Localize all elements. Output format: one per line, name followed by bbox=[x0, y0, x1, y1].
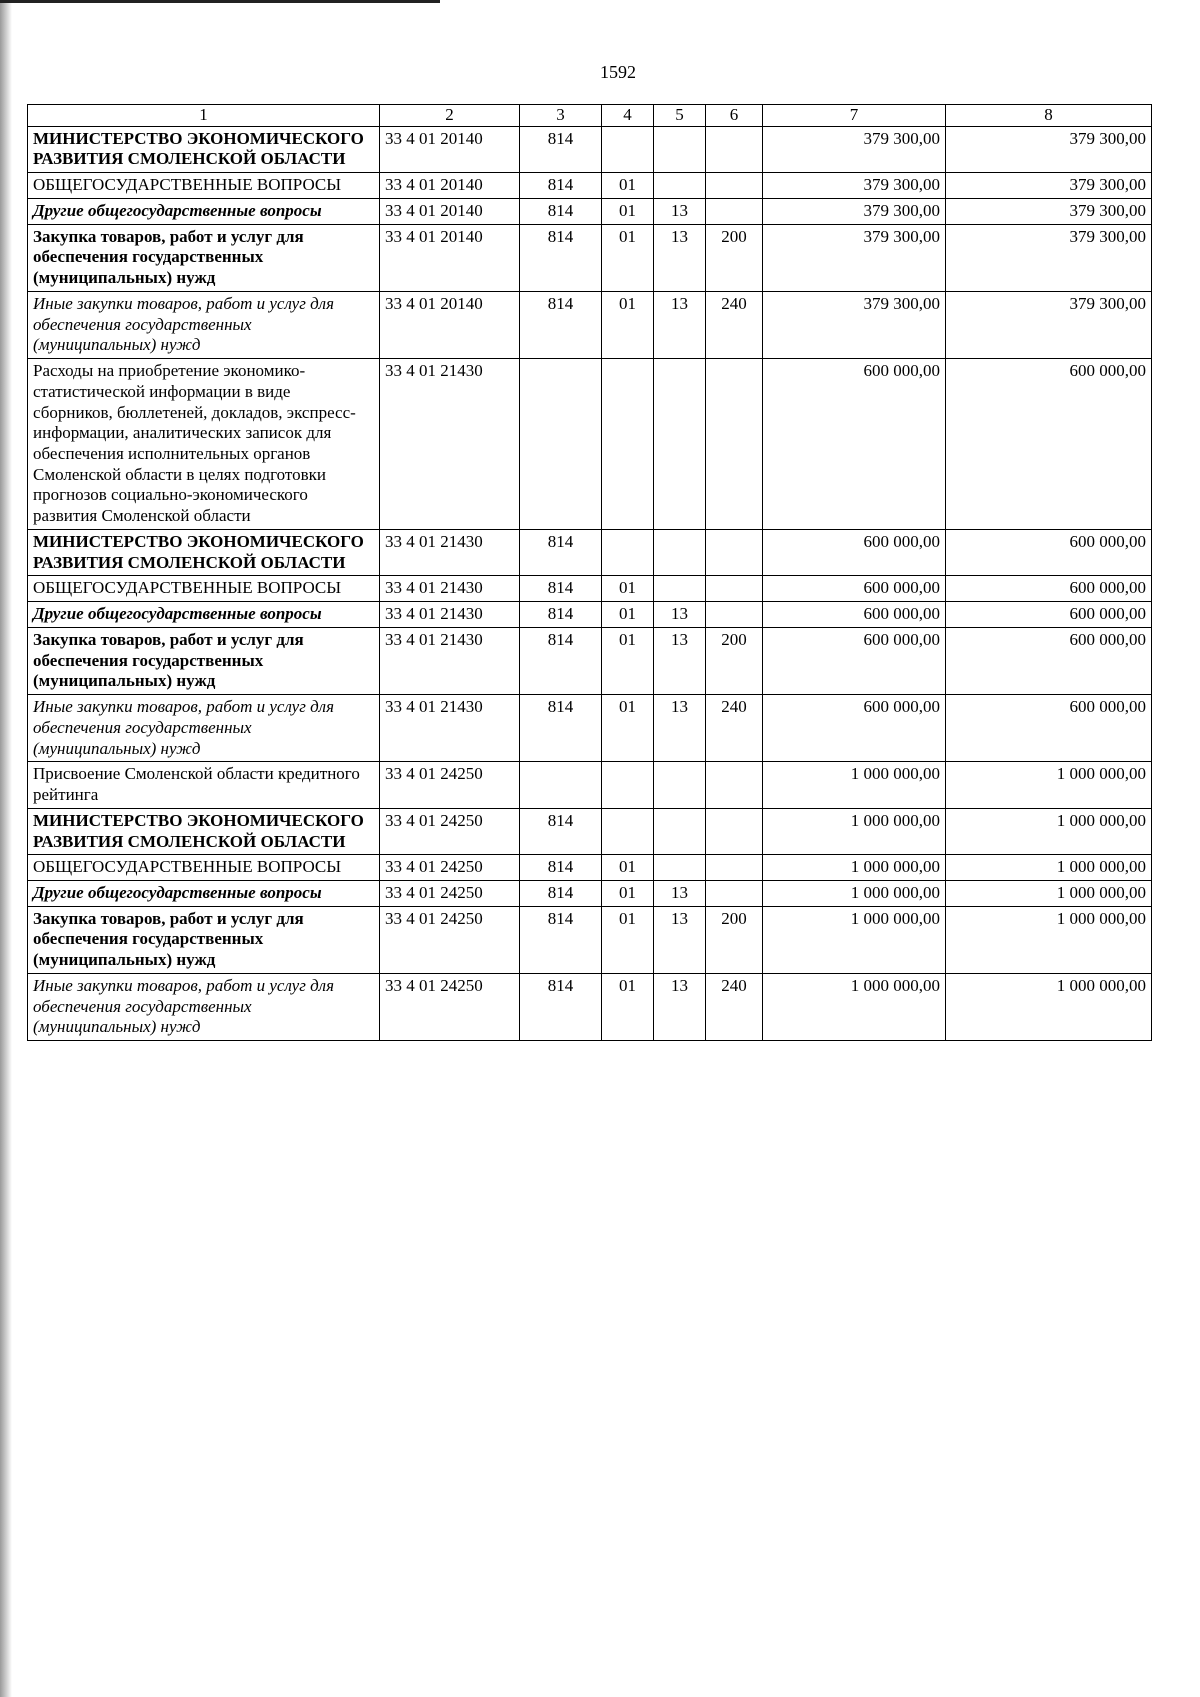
table-row bbox=[28, 529, 1152, 575]
row-name-cell: Иные закупки товаров, работ и услуг для обеспечения государственных (муниципальных) нужд bbox=[28, 695, 380, 762]
expense-type-cell bbox=[706, 173, 763, 199]
table-row bbox=[28, 880, 1152, 906]
admin-code-cell: 814 bbox=[520, 880, 602, 906]
subsection-code-cell: 13 bbox=[654, 627, 706, 694]
row-name-cell: ОБЩЕГОСУДАРСТВЕННЫЕ ВОПРОСЫ bbox=[28, 855, 380, 881]
row-name-cell: Другие общегосударственные вопросы bbox=[28, 880, 380, 906]
amount-year1-cell: 379 300,00 bbox=[763, 126, 946, 172]
amount-year2-cell: 1 000 000,00 bbox=[946, 762, 1152, 808]
target-article-cell: 33 4 01 24250 bbox=[380, 808, 520, 854]
table-row bbox=[28, 808, 1152, 854]
budget-table bbox=[27, 104, 1152, 1041]
admin-code-cell: 814 bbox=[520, 173, 602, 199]
admin-code-cell: 814 bbox=[520, 224, 602, 291]
section-code-cell: 01 bbox=[602, 291, 654, 358]
table-row bbox=[28, 762, 1152, 808]
amount-year1-cell: 600 000,00 bbox=[763, 359, 946, 530]
amount-year1-cell: 600 000,00 bbox=[763, 627, 946, 694]
section-code-cell: 01 bbox=[602, 695, 654, 762]
expense-type-cell bbox=[706, 808, 763, 854]
section-code-cell: 01 bbox=[602, 576, 654, 602]
row-name-cell: Присвоение Смоленской области кредитного рейтинга bbox=[28, 762, 380, 808]
target-article-cell: 33 4 01 24250 bbox=[380, 973, 520, 1040]
expense-type-cell bbox=[706, 529, 763, 575]
amount-year2-cell: 1 000 000,00 bbox=[946, 973, 1152, 1040]
admin-code-cell: 814 bbox=[520, 855, 602, 881]
table-row bbox=[28, 224, 1152, 291]
admin-code-cell: 814 bbox=[520, 126, 602, 172]
table-row bbox=[28, 198, 1152, 224]
table-header-row bbox=[28, 105, 1152, 127]
amount-year1-cell: 600 000,00 bbox=[763, 602, 946, 628]
subsection-code-cell: 13 bbox=[654, 906, 706, 973]
amount-year1-cell: 1 000 000,00 bbox=[763, 762, 946, 808]
table-row bbox=[28, 695, 1152, 762]
table-row bbox=[28, 126, 1152, 172]
target-article-cell: 33 4 01 20140 bbox=[380, 198, 520, 224]
table-row bbox=[28, 627, 1152, 694]
subsection-code-cell: 13 bbox=[654, 198, 706, 224]
section-code-cell: 01 bbox=[602, 602, 654, 628]
table-row bbox=[28, 855, 1152, 881]
subsection-code-cell: 13 bbox=[654, 880, 706, 906]
admin-code-cell: 814 bbox=[520, 695, 602, 762]
header-col-4: 4 bbox=[602, 105, 654, 127]
target-article-cell: 33 4 01 24250 bbox=[380, 855, 520, 881]
page-number: 1592 bbox=[600, 62, 636, 82]
expense-type-cell bbox=[706, 126, 763, 172]
table-row bbox=[28, 291, 1152, 358]
target-article-cell: 33 4 01 20140 bbox=[380, 173, 520, 199]
row-name-cell: ОБЩЕГОСУДАРСТВЕННЫЕ ВОПРОСЫ bbox=[28, 576, 380, 602]
amount-year1-cell: 379 300,00 bbox=[763, 224, 946, 291]
subsection-code-cell: 13 bbox=[654, 695, 706, 762]
expense-type-cell bbox=[706, 880, 763, 906]
amount-year2-cell: 1 000 000,00 bbox=[946, 855, 1152, 881]
amount-year1-cell: 600 000,00 bbox=[763, 695, 946, 762]
target-article-cell: 33 4 01 20140 bbox=[380, 126, 520, 172]
row-name-cell: Иные закупки товаров, работ и услуг для обеспечения государственных (муниципальных) нужд bbox=[28, 291, 380, 358]
table-row bbox=[28, 359, 1152, 530]
header-col-1: 1 bbox=[28, 105, 380, 127]
subsection-code-cell bbox=[654, 173, 706, 199]
header-col-5: 5 bbox=[654, 105, 706, 127]
row-name-cell: Закупка товаров, работ и услуг для обеспечения государственных (муниципальных) нужд bbox=[28, 906, 380, 973]
section-code-cell: 01 bbox=[602, 906, 654, 973]
amount-year1-cell: 379 300,00 bbox=[763, 173, 946, 199]
section-code-cell: 01 bbox=[602, 627, 654, 694]
amount-year1-cell: 379 300,00 bbox=[763, 291, 946, 358]
table-row bbox=[28, 906, 1152, 973]
header-col-3: 3 bbox=[520, 105, 602, 127]
expense-type-cell bbox=[706, 602, 763, 628]
target-article-cell: 33 4 01 21430 bbox=[380, 695, 520, 762]
amount-year2-cell: 600 000,00 bbox=[946, 359, 1152, 530]
admin-code-cell: 814 bbox=[520, 627, 602, 694]
expense-type-cell bbox=[706, 576, 763, 602]
table-row bbox=[28, 973, 1152, 1040]
amount-year1-cell: 1 000 000,00 bbox=[763, 973, 946, 1040]
section-code-cell bbox=[602, 359, 654, 530]
target-article-cell: 33 4 01 21430 bbox=[380, 576, 520, 602]
target-article-cell: 33 4 01 21430 bbox=[380, 359, 520, 530]
header-col-2: 2 bbox=[380, 105, 520, 127]
amount-year2-cell: 379 300,00 bbox=[946, 198, 1152, 224]
target-article-cell: 33 4 01 21430 bbox=[380, 627, 520, 694]
subsection-code-cell: 13 bbox=[654, 224, 706, 291]
admin-code-cell: 814 bbox=[520, 602, 602, 628]
expense-type-cell bbox=[706, 855, 763, 881]
amount-year2-cell: 600 000,00 bbox=[946, 695, 1152, 762]
section-code-cell bbox=[602, 808, 654, 854]
target-article-cell: 33 4 01 21430 bbox=[380, 602, 520, 628]
target-article-cell: 33 4 01 20140 bbox=[380, 224, 520, 291]
header-col-8: 8 bbox=[946, 105, 1152, 127]
amount-year1-cell: 600 000,00 bbox=[763, 529, 946, 575]
subsection-code-cell: 13 bbox=[654, 973, 706, 1040]
amount-year1-cell: 600 000,00 bbox=[763, 576, 946, 602]
subsection-code-cell: 13 bbox=[654, 291, 706, 358]
subsection-code-cell: 13 bbox=[654, 602, 706, 628]
section-code-cell bbox=[602, 126, 654, 172]
amount-year2-cell: 600 000,00 bbox=[946, 602, 1152, 628]
admin-code-cell: 814 bbox=[520, 906, 602, 973]
header-col-6: 6 bbox=[706, 105, 763, 127]
row-name-cell: Расходы на приобретение экономико-статистической информации в виде сборников, бюллетеней, докладов, экспресс-информации, аналитических записок для обеспечения исполнительных органов Смоленской области в целях подготовки прогнозов социально-экономического развития Смоленской области bbox=[28, 359, 380, 530]
admin-code-cell: 814 bbox=[520, 973, 602, 1040]
amount-year2-cell: 379 300,00 bbox=[946, 173, 1152, 199]
target-article-cell: 33 4 01 20140 bbox=[380, 291, 520, 358]
subsection-code-cell bbox=[654, 529, 706, 575]
scan-left-edge bbox=[0, 0, 12, 1697]
expense-type-cell: 200 bbox=[706, 627, 763, 694]
expense-type-cell: 240 bbox=[706, 695, 763, 762]
section-code-cell bbox=[602, 762, 654, 808]
amount-year1-cell: 1 000 000,00 bbox=[763, 880, 946, 906]
target-article-cell: 33 4 01 24250 bbox=[380, 762, 520, 808]
subsection-code-cell bbox=[654, 359, 706, 530]
row-name-cell: Другие общегосударственные вопросы bbox=[28, 602, 380, 628]
row-name-cell: МИНИСТЕРСТВО ЭКОНОМИЧЕСКОГО РАЗВИТИЯ СМОЛЕНСКОЙ ОБЛАСТИ bbox=[28, 529, 380, 575]
row-name-cell: Другие общегосударственные вопросы bbox=[28, 198, 380, 224]
section-code-cell: 01 bbox=[602, 973, 654, 1040]
section-code-cell: 01 bbox=[602, 880, 654, 906]
expense-type-cell: 200 bbox=[706, 906, 763, 973]
amount-year1-cell: 1 000 000,00 bbox=[763, 855, 946, 881]
admin-code-cell: 814 bbox=[520, 198, 602, 224]
expense-type-cell: 200 bbox=[706, 224, 763, 291]
target-article-cell: 33 4 01 24250 bbox=[380, 906, 520, 973]
section-code-cell: 01 bbox=[602, 173, 654, 199]
amount-year2-cell: 1 000 000,00 bbox=[946, 880, 1152, 906]
admin-code-cell bbox=[520, 359, 602, 530]
admin-code-cell: 814 bbox=[520, 808, 602, 854]
subsection-code-cell bbox=[654, 808, 706, 854]
amount-year1-cell: 1 000 000,00 bbox=[763, 808, 946, 854]
row-name-cell: Иные закупки товаров, работ и услуг для обеспечения государственных (муниципальных) нужд bbox=[28, 973, 380, 1040]
table-row bbox=[28, 602, 1152, 628]
row-name-cell: ОБЩЕГОСУДАРСТВЕННЫЕ ВОПРОСЫ bbox=[28, 173, 380, 199]
subsection-code-cell bbox=[654, 762, 706, 808]
row-name-cell: МИНИСТЕРСТВО ЭКОНОМИЧЕСКОГО РАЗВИТИЯ СМОЛЕНСКОЙ ОБЛАСТИ bbox=[28, 808, 380, 854]
target-article-cell: 33 4 01 24250 bbox=[380, 880, 520, 906]
admin-code-cell bbox=[520, 762, 602, 808]
section-code-cell bbox=[602, 529, 654, 575]
row-name-cell: Закупка товаров, работ и услуг для обеспечения государственных (муниципальных) нужд bbox=[28, 627, 380, 694]
amount-year2-cell: 1 000 000,00 bbox=[946, 906, 1152, 973]
subsection-code-cell bbox=[654, 855, 706, 881]
subsection-code-cell bbox=[654, 576, 706, 602]
row-name-cell: Закупка товаров, работ и услуг для обеспечения государственных (муниципальных) нужд bbox=[28, 224, 380, 291]
amount-year2-cell: 379 300,00 bbox=[946, 224, 1152, 291]
header-col-7: 7 bbox=[763, 105, 946, 127]
table-row bbox=[28, 576, 1152, 602]
table-row bbox=[28, 173, 1152, 199]
expense-type-cell: 240 bbox=[706, 291, 763, 358]
amount-year2-cell: 600 000,00 bbox=[946, 576, 1152, 602]
expense-type-cell bbox=[706, 359, 763, 530]
amount-year2-cell: 379 300,00 bbox=[946, 126, 1152, 172]
admin-code-cell: 814 bbox=[520, 529, 602, 575]
amount-year2-cell: 600 000,00 bbox=[946, 627, 1152, 694]
expense-type-cell bbox=[706, 762, 763, 808]
section-code-cell: 01 bbox=[602, 855, 654, 881]
section-code-cell: 01 bbox=[602, 198, 654, 224]
admin-code-cell: 814 bbox=[520, 576, 602, 602]
scan-top-mark bbox=[0, 0, 440, 9]
target-article-cell: 33 4 01 21430 bbox=[380, 529, 520, 575]
amount-year1-cell: 379 300,00 bbox=[763, 198, 946, 224]
admin-code-cell: 814 bbox=[520, 291, 602, 358]
amount-year1-cell: 1 000 000,00 bbox=[763, 906, 946, 973]
expense-type-cell: 240 bbox=[706, 973, 763, 1040]
row-name-cell: МИНИСТЕРСТВО ЭКОНОМИЧЕСКОГО РАЗВИТИЯ СМОЛЕНСКОЙ ОБЛАСТИ bbox=[28, 126, 380, 172]
section-code-cell: 01 bbox=[602, 224, 654, 291]
amount-year2-cell: 1 000 000,00 bbox=[946, 808, 1152, 854]
amount-year2-cell: 600 000,00 bbox=[946, 529, 1152, 575]
subsection-code-cell bbox=[654, 126, 706, 172]
amount-year2-cell: 379 300,00 bbox=[946, 291, 1152, 358]
table-body bbox=[28, 126, 1152, 1040]
expense-type-cell bbox=[706, 198, 763, 224]
